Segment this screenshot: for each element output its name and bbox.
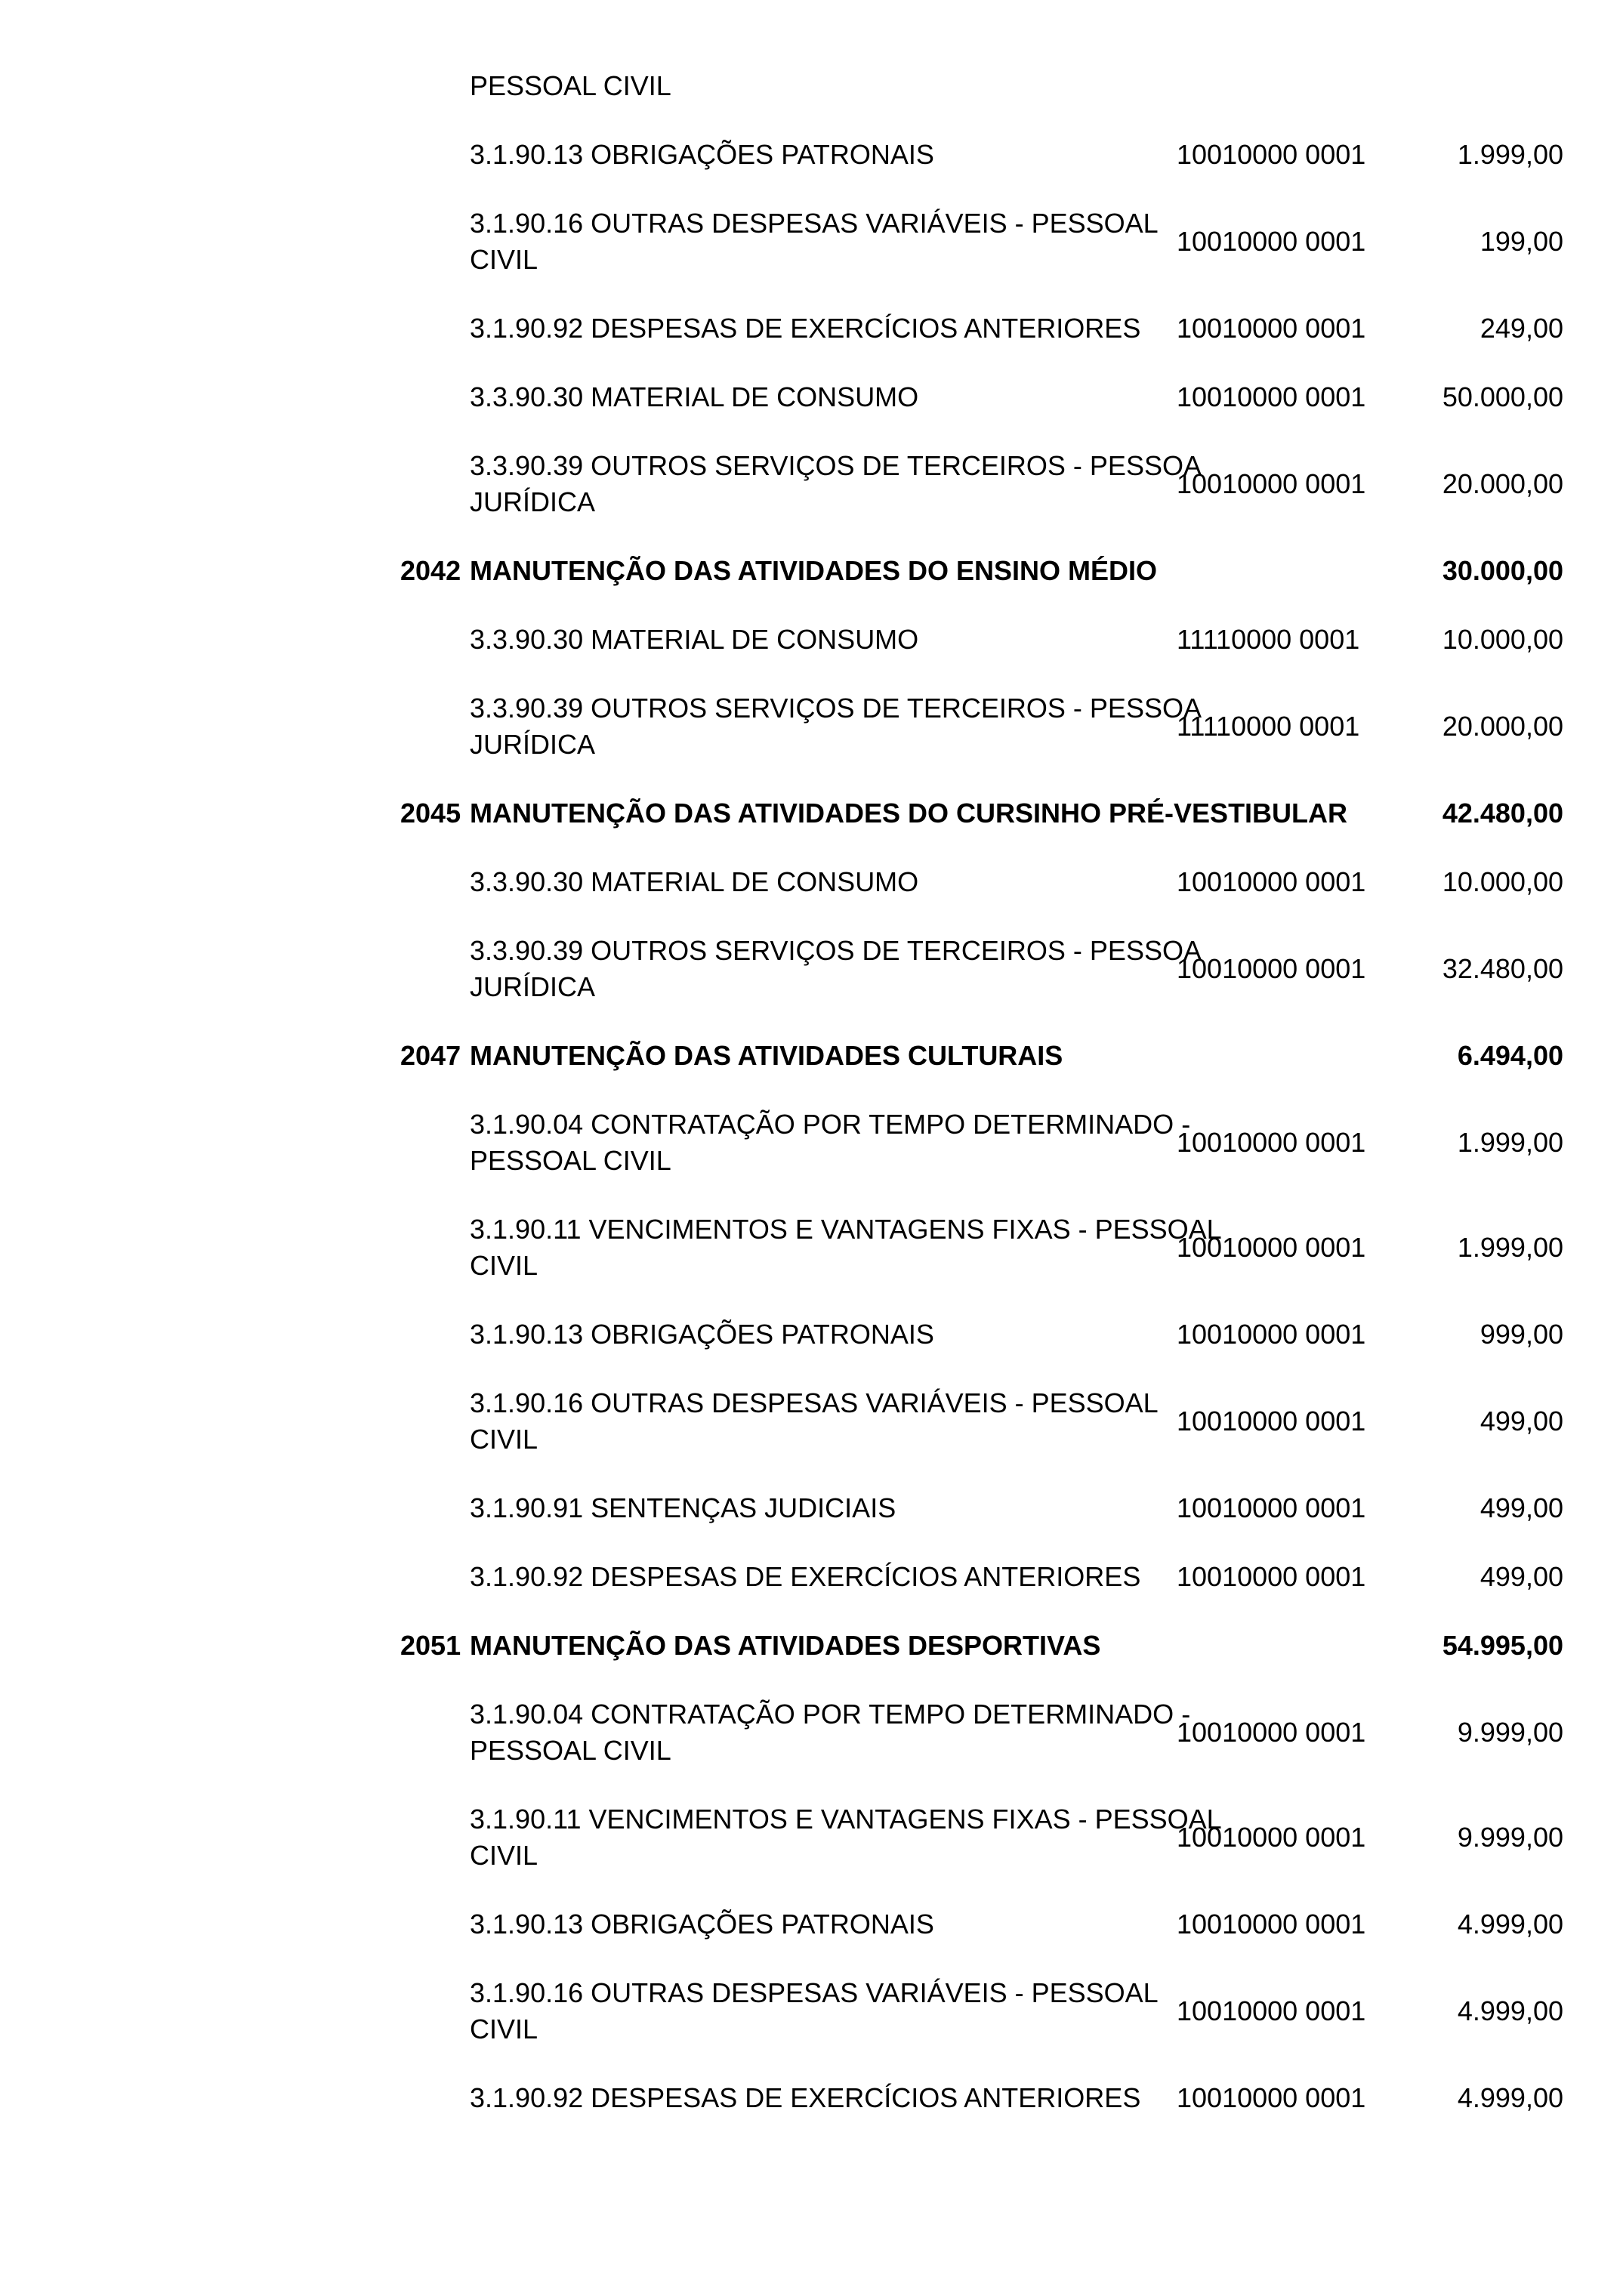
resource-source: 10010000 0001 <box>1177 1492 1366 1523</box>
expense-amount: 1.999,00 <box>1457 1232 1563 1263</box>
expense-amount: 9.999,00 <box>1457 1822 1563 1853</box>
resource-source: 10010000 0001 <box>1177 1406 1366 1437</box>
resource-source: 10010000 0001 <box>1177 1717 1366 1748</box>
resource-source: 10010000 0001 <box>1177 468 1366 499</box>
expense-amount: 249,00 <box>1480 313 1563 344</box>
expense-row <box>400 379 1563 415</box>
expense-description: 3.3.90.30 MATERIAL DE CONSUMO <box>470 866 919 897</box>
expense-description: 3.1.90.04 CONTRATAÇÃO POR TEMPO DETERMINADO - PESSOAL CIVIL <box>470 1699 1191 1766</box>
resource-source: 10010000 0001 <box>1177 1995 1366 2026</box>
action-total: 6.494,00 <box>1457 1040 1563 1071</box>
resource-source: 10010000 0001 <box>1177 226 1366 257</box>
expense-amount: 20.000,00 <box>1442 468 1563 499</box>
expense-row <box>400 1801 1563 1874</box>
expense-row <box>400 1385 1563 1458</box>
expense-row <box>400 137 1563 173</box>
expense-description: 3.3.90.30 MATERIAL DE CONSUMO <box>470 381 919 412</box>
action-description: MANUTENÇÃO DAS ATIVIDADES DO ENSINO MÉDIO <box>470 555 1158 586</box>
action-code: 2047 <box>400 1040 461 1071</box>
expense-description: 3.3.90.30 MATERIAL DE CONSUMO <box>470 624 919 655</box>
action-description: MANUTENÇÃO DAS ATIVIDADES DESPORTIVAS <box>470 1630 1101 1661</box>
resource-source: 11110000 0001 <box>1177 624 1360 655</box>
expense-amount: 4.999,00 <box>1457 1995 1563 2026</box>
expense-amount: 20.000,00 <box>1442 711 1563 742</box>
resource-source: 10010000 0001 <box>1177 1561 1366 1592</box>
resource-source: 10010000 0001 <box>1177 139 1366 170</box>
expense-amount: 1.999,00 <box>1457 139 1563 170</box>
expense-description: 3.1.90.91 SENTENÇAS JUDICIAIS <box>470 1492 896 1523</box>
expense-row <box>400 1696 1563 1769</box>
expense-description: 3.3.90.39 OUTROS SERVIÇOS DE TERCEIROS - PESSOA JURÍDICA <box>470 935 1200 1002</box>
expense-description: 3.1.90.92 DESPESAS DE EXERCÍCIOS ANTERIORES <box>470 1561 1141 1592</box>
action-total: 30.000,00 <box>1442 555 1563 586</box>
expense-description: PESSOAL CIVIL <box>470 70 671 101</box>
expense-description: 3.1.90.13 OBRIGAÇÕES PATRONAIS <box>470 1909 934 1940</box>
expense-row <box>400 1490 1563 1526</box>
action-row <box>400 795 1563 832</box>
expense-amount: 4.999,00 <box>1457 2082 1563 2113</box>
expense-row <box>400 1106 1563 1179</box>
resource-source: 10010000 0001 <box>1177 1822 1366 1853</box>
expense-description: 3.3.90.39 OUTROS SERVIÇOS DE TERCEIROS - PESSOA JURÍDICA <box>470 450 1200 517</box>
expense-row <box>400 68 1563 104</box>
expense-row <box>400 622 1563 658</box>
action-code: 2042 <box>400 555 461 586</box>
resource-source: 10010000 0001 <box>1177 1319 1366 1350</box>
expense-amount: 50.000,00 <box>1442 381 1563 412</box>
budget-table <box>400 68 1563 2149</box>
expense-amount: 499,00 <box>1480 1561 1563 1592</box>
action-row <box>400 1038 1563 1074</box>
resource-source: 10010000 0001 <box>1177 2082 1366 2113</box>
action-row <box>400 1628 1563 1664</box>
resource-source: 10010000 0001 <box>1177 381 1366 412</box>
expense-description: 3.1.90.92 DESPESAS DE EXERCÍCIOS ANTERIORES <box>470 2082 1141 2113</box>
expense-amount: 32.480,00 <box>1442 953 1563 984</box>
expense-description: 3.3.90.39 OUTROS SERVIÇOS DE TERCEIROS - PESSOA JURÍDICA <box>470 693 1200 760</box>
expense-description: 3.1.90.92 DESPESAS DE EXERCÍCIOS ANTERIORES <box>470 313 1141 344</box>
expense-row <box>400 864 1563 900</box>
expense-row <box>400 205 1563 278</box>
expense-row <box>400 1559 1563 1595</box>
action-total: 42.480,00 <box>1442 798 1563 829</box>
expense-row <box>400 448 1563 520</box>
expense-row <box>400 690 1563 763</box>
expense-amount: 4.999,00 <box>1457 1909 1563 1940</box>
resource-source: 10010000 0001 <box>1177 1127 1366 1158</box>
expense-amount: 10.000,00 <box>1442 866 1563 897</box>
expense-description: 3.1.90.16 OUTRAS DESPESAS VARIÁVEIS - PESSOAL CIVIL <box>470 1977 1158 2044</box>
resource-source: 10010000 0001 <box>1177 313 1366 344</box>
expense-row <box>400 2080 1563 2116</box>
expense-amount: 199,00 <box>1480 226 1563 257</box>
expense-amount: 499,00 <box>1480 1492 1563 1523</box>
expense-description: 3.1.90.11 VENCIMENTOS E VANTAGENS FIXAS - PESSOAL CIVIL <box>470 1214 1221 1281</box>
expense-row <box>400 1316 1563 1353</box>
expense-row <box>400 1975 1563 2048</box>
resource-source: 10010000 0001 <box>1177 1909 1366 1940</box>
action-code: 2045 <box>400 798 461 829</box>
expense-row <box>400 1211 1563 1284</box>
expense-row <box>400 310 1563 347</box>
expense-description: 3.1.90.04 CONTRATAÇÃO POR TEMPO DETERMINADO - PESSOAL CIVIL <box>470 1109 1191 1176</box>
action-description: MANUTENÇÃO DAS ATIVIDADES CULTURAIS <box>470 1040 1063 1071</box>
action-total: 54.995,00 <box>1442 1630 1563 1661</box>
action-row <box>400 553 1563 589</box>
expense-amount: 999,00 <box>1480 1319 1563 1350</box>
resource-source: 10010000 0001 <box>1177 1232 1366 1263</box>
expense-amount: 499,00 <box>1480 1406 1563 1437</box>
expense-description: 3.1.90.16 OUTRAS DESPESAS VARIÁVEIS - PESSOAL CIVIL <box>470 1387 1158 1455</box>
expense-description: 3.1.90.13 OBRIGAÇÕES PATRONAIS <box>470 139 934 170</box>
expense-amount: 9.999,00 <box>1457 1717 1563 1748</box>
action-code: 2051 <box>400 1630 461 1661</box>
expense-amount: 1.999,00 <box>1457 1127 1563 1158</box>
expense-description: 3.1.90.13 OBRIGAÇÕES PATRONAIS <box>470 1319 934 1350</box>
resource-source: 10010000 0001 <box>1177 866 1366 897</box>
expense-row <box>400 933 1563 1005</box>
expense-description: 3.1.90.11 VENCIMENTOS E VANTAGENS FIXAS - PESSOAL CIVIL <box>470 1804 1221 1871</box>
action-description: MANUTENÇÃO DAS ATIVIDADES DO CURSINHO PRÉ-VESTIBULAR <box>470 798 1348 829</box>
resource-source: 11110000 0001 <box>1177 711 1360 742</box>
expense-amount: 10.000,00 <box>1442 624 1563 655</box>
resource-source: 10010000 0001 <box>1177 953 1366 984</box>
expense-description: 3.1.90.16 OUTRAS DESPESAS VARIÁVEIS - PESSOAL CIVIL <box>470 208 1158 275</box>
expense-row <box>400 1906 1563 1943</box>
